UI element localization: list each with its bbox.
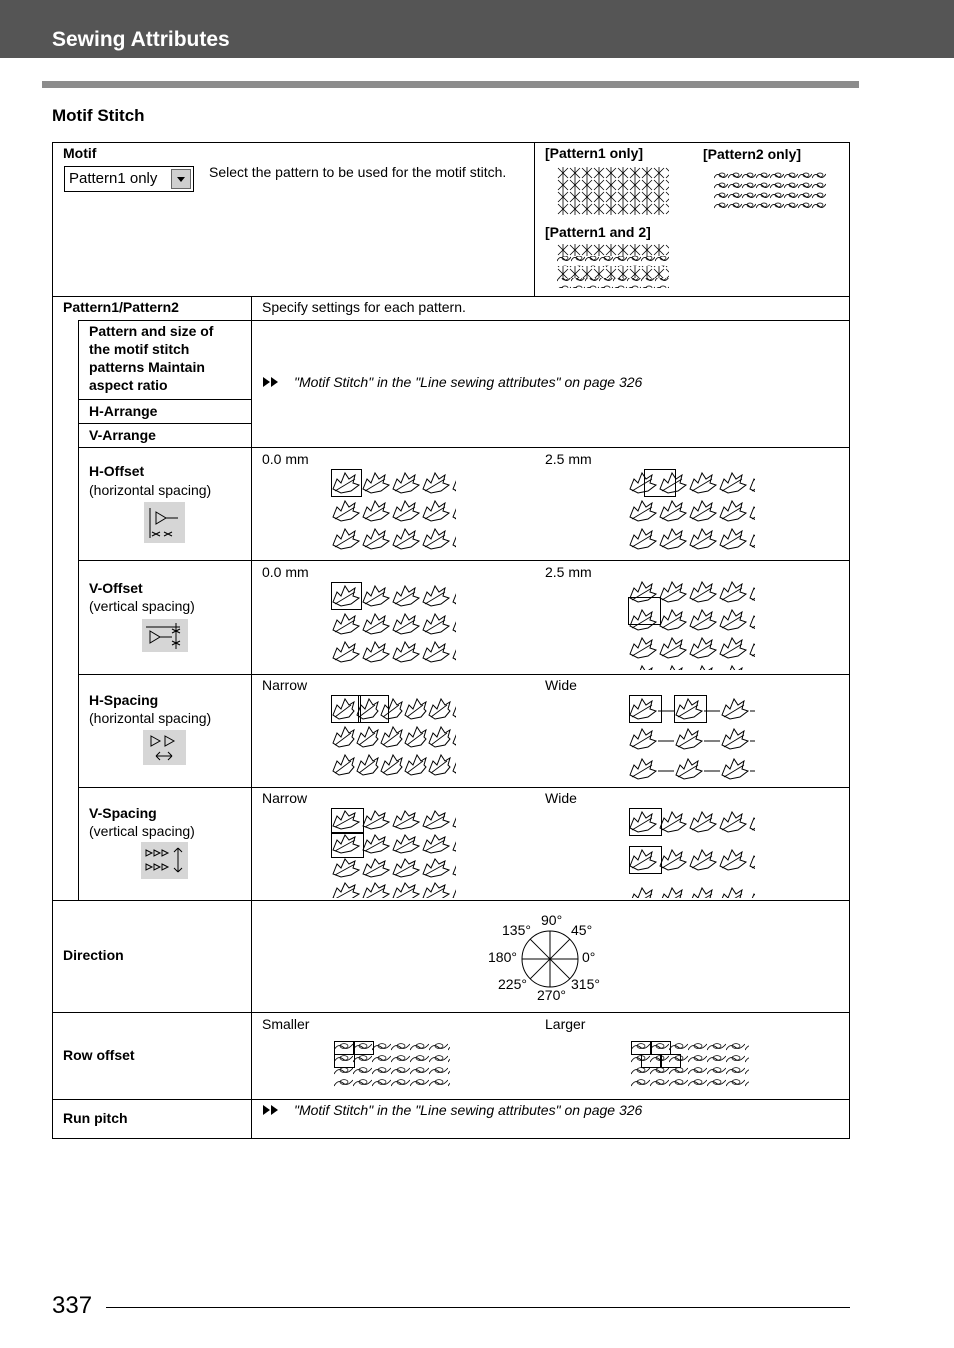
direction-180: 180° bbox=[488, 949, 517, 965]
row-offset-right-value: Larger bbox=[545, 1016, 586, 1032]
motif-dropdown[interactable] bbox=[64, 166, 194, 192]
direction-135: 135° bbox=[502, 922, 531, 938]
v-offset-label: V-Offset bbox=[89, 580, 143, 596]
pattern-size-line: Pattern and size of bbox=[89, 323, 214, 339]
pattern1-and-2-sample bbox=[557, 244, 669, 290]
direction-270: 270° bbox=[537, 987, 566, 1003]
direction-label: Direction bbox=[63, 947, 124, 963]
double-arrow-right-icon bbox=[263, 377, 279, 387]
row-offset-label: Row offset bbox=[63, 1047, 135, 1063]
v-spacing-icon bbox=[141, 842, 188, 879]
h-spacing-left-value: Narrow bbox=[262, 677, 308, 693]
run-pitch-reference-link[interactable]: "Motif Stitch" in the "Line sewing attributes" on page 326 bbox=[294, 1102, 643, 1118]
footer-rule bbox=[106, 1307, 850, 1308]
v-offset-sub: (vertical spacing) bbox=[89, 598, 195, 614]
double-arrow-right-icon bbox=[263, 1105, 279, 1115]
direction-45: 45° bbox=[571, 922, 593, 938]
reference-link[interactable]: "Motif Stitch" in the "Line sewing attributes" on page 326 bbox=[294, 374, 643, 390]
row-offset-left-value: Smaller bbox=[262, 1016, 310, 1032]
direction-0: 0° bbox=[582, 949, 596, 965]
v-offset-right-value: 2.5 mm bbox=[545, 564, 592, 580]
v-spacing-left-value: Narrow bbox=[262, 790, 308, 806]
v-offset-left-value: 0.0 mm bbox=[262, 564, 309, 580]
v-spacing-sub: (vertical spacing) bbox=[89, 823, 195, 839]
pattern1-and-2-label: [Pattern1 and 2] bbox=[545, 224, 651, 240]
direction-225: 225° bbox=[498, 976, 527, 992]
pattern-size-line: the motif stitch bbox=[89, 341, 190, 357]
h-offset-sub: (horizontal spacing) bbox=[89, 482, 212, 498]
h-offset-right-value: 2.5 mm bbox=[545, 451, 592, 467]
motif-description: Select the pattern to be used for the motif stitch. bbox=[209, 164, 507, 180]
chevron-down-icon[interactable] bbox=[171, 169, 191, 189]
section-title: Motif Stitch bbox=[52, 106, 145, 125]
run-pitch-label: Run pitch bbox=[63, 1110, 128, 1126]
pattern-size-line: aspect ratio bbox=[89, 377, 168, 393]
pattern-row-description: Specify settings for each pattern. bbox=[262, 299, 466, 315]
page-title: Sewing Attributes bbox=[52, 28, 230, 51]
h-offset-left-value: 0.0 mm bbox=[262, 451, 309, 467]
h-offset-label: H-Offset bbox=[89, 463, 145, 479]
direction-90: 90° bbox=[541, 912, 563, 928]
h-spacing-sub: (horizontal spacing) bbox=[89, 710, 212, 726]
pattern-size-line: patterns Maintain bbox=[89, 359, 205, 375]
section-rule bbox=[42, 81, 859, 88]
v-offset-icon bbox=[142, 619, 188, 652]
v-spacing-label: V-Spacing bbox=[89, 805, 157, 821]
h-offset-icon bbox=[144, 502, 185, 543]
page-number: 337 bbox=[52, 1292, 93, 1319]
h-spacing-label: H-Spacing bbox=[89, 692, 159, 708]
motif-label: Motif bbox=[63, 145, 97, 161]
pattern1-only-label: [Pattern1 only] bbox=[545, 145, 644, 161]
pattern2-sample bbox=[714, 171, 826, 211]
h-spacing-icon bbox=[143, 730, 186, 765]
pattern-row-label: Pattern1/Pattern2 bbox=[63, 299, 179, 315]
pattern2-only-label: [Pattern2 only] bbox=[703, 146, 802, 162]
v-arrange-label: V-Arrange bbox=[89, 427, 156, 443]
motif-dropdown-value: Pattern1 only bbox=[69, 170, 158, 187]
v-spacing-right-value: Wide bbox=[545, 790, 577, 806]
pattern1-sample bbox=[557, 167, 669, 215]
direction-315: 315° bbox=[571, 976, 600, 992]
h-arrange-label: H-Arrange bbox=[89, 403, 158, 419]
h-spacing-right-value: Wide bbox=[545, 677, 577, 693]
